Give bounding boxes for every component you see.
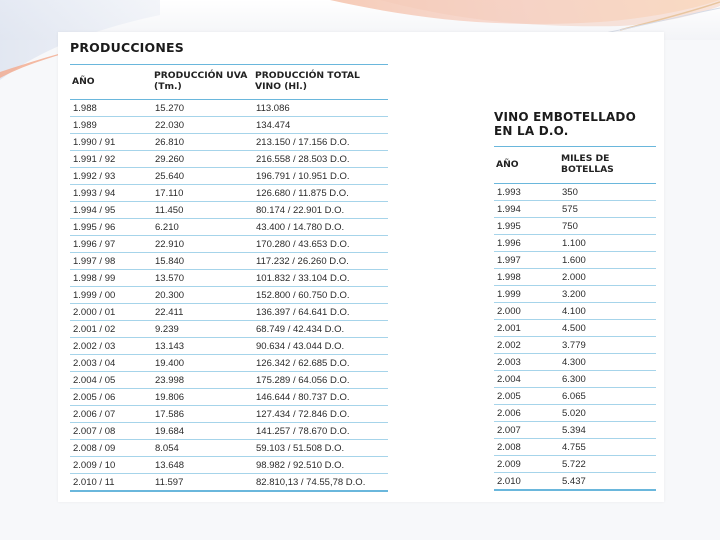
cell-ano: 1.988 <box>70 100 152 117</box>
cell-ano: 1.995 / 96 <box>70 219 152 236</box>
table-row <box>494 439 656 456</box>
cell-ano: 1.997 / 98 <box>70 253 152 270</box>
cell-ano: 1.994 / 95 <box>70 202 152 219</box>
cell-produccion-uva: 19.400 <box>152 355 253 372</box>
cell-ano: 2.009 / 10 <box>70 457 152 474</box>
cell-miles-botellas: 5.020 <box>559 405 656 422</box>
cell-ano: 2.009 <box>494 456 559 473</box>
cell-ano: 2.001 / 02 <box>70 321 152 338</box>
cell-miles-botellas: 4.100 <box>559 303 656 320</box>
cell-ano: 2.000 / 01 <box>70 304 152 321</box>
cell-ano: 2.001 <box>494 320 559 337</box>
table-row <box>494 303 656 320</box>
cell-miles-botellas: 350 <box>559 184 656 201</box>
table-row <box>494 473 656 491</box>
cell-produccion-vino: 98.982 / 92.510 D.O. <box>253 457 388 474</box>
vino-embotellado-table <box>494 146 656 491</box>
table-row <box>70 219 388 236</box>
table-row <box>494 456 656 473</box>
cell-miles-botellas: 4.500 <box>559 320 656 337</box>
table-header-row <box>494 147 656 184</box>
table-row <box>494 201 656 218</box>
table-row <box>494 235 656 252</box>
table-row <box>494 405 656 422</box>
table-row <box>70 423 388 440</box>
cell-ano: 1.998 <box>494 269 559 286</box>
cell-produccion-uva: 15.270 <box>152 100 253 117</box>
cell-miles-botellas: 6.300 <box>559 371 656 388</box>
cell-miles-botellas: 4.300 <box>559 354 656 371</box>
cell-produccion-vino: 59.103 / 51.508 D.O. <box>253 440 388 457</box>
cell-ano: 1.994 <box>494 201 559 218</box>
cell-produccion-uva: 9.239 <box>152 321 253 338</box>
table-row <box>494 269 656 286</box>
cell-produccion-uva: 25.640 <box>152 168 253 185</box>
cell-produccion-uva: 17.586 <box>152 406 253 423</box>
cell-produccion-vino: 126.680 / 11.875 D.O. <box>253 185 388 202</box>
cell-produccion-vino: 216.558 / 28.503 D.O. <box>253 151 388 168</box>
cell-miles-botellas: 3.200 <box>559 286 656 303</box>
cell-produccion-vino: 113.086 <box>253 100 388 117</box>
cell-produccion-vino: 43.400 / 14.780 D.O. <box>253 219 388 236</box>
table-row <box>70 117 388 134</box>
column-header-produccion-vino: PRODUCCIÓN TOTAL VINO (Hl.) <box>253 65 388 100</box>
cell-produccion-vino: 152.800 / 60.750 D.O. <box>253 287 388 304</box>
table-row <box>70 151 388 168</box>
vino-embotellado-title-line2: EN LA D.O. <box>494 124 569 138</box>
cell-miles-botellas: 3.779 <box>559 337 656 354</box>
cell-produccion-uva: 26.810 <box>152 134 253 151</box>
table-row <box>70 304 388 321</box>
cell-ano: 2.010 <box>494 473 559 491</box>
column-header-miles-botellas: MILES DE BOTELLAS <box>559 147 656 184</box>
table-row <box>494 252 656 269</box>
table-row <box>494 286 656 303</box>
cell-produccion-uva: 22.411 <box>152 304 253 321</box>
cell-miles-botellas: 5.394 <box>559 422 656 439</box>
cell-miles-botellas: 6.065 <box>559 388 656 405</box>
table-row <box>494 184 656 201</box>
cell-produccion-vino: 82.810,13 / 74.55,78 D.O. <box>253 474 388 492</box>
cell-ano: 2.002 <box>494 337 559 354</box>
table-row <box>70 440 388 457</box>
table-row <box>70 202 388 219</box>
cell-produccion-vino: 68.749 / 42.434 D.O. <box>253 321 388 338</box>
producciones-title: PRODUCCIONES <box>70 40 184 55</box>
cell-produccion-uva: 13.143 <box>152 338 253 355</box>
cell-ano: 2.008 / 09 <box>70 440 152 457</box>
table-row <box>70 406 388 423</box>
table-row <box>494 320 656 337</box>
vino-embotellado-title <box>494 110 654 138</box>
cell-miles-botellas: 4.755 <box>559 439 656 456</box>
column-header-produccion-uva: PRODUCCIÓN UVA (Tm.) <box>152 65 253 100</box>
cell-ano: 2.006 <box>494 405 559 422</box>
cell-produccion-uva: 13.570 <box>152 270 253 287</box>
cell-ano: 1.999 / 00 <box>70 287 152 304</box>
table-row <box>70 389 388 406</box>
cell-miles-botellas: 1.600 <box>559 252 656 269</box>
table-row <box>70 372 388 389</box>
cell-ano: 2.006 / 07 <box>70 406 152 423</box>
cell-ano: 1.990 / 91 <box>70 134 152 151</box>
table-row <box>494 354 656 371</box>
cell-miles-botellas: 2.000 <box>559 269 656 286</box>
cell-produccion-vino: 213.150 / 17.156 D.O. <box>253 134 388 151</box>
table-row <box>70 474 388 492</box>
cell-ano: 1.993 <box>494 184 559 201</box>
cell-ano: 2.007 <box>494 422 559 439</box>
cell-produccion-vino: 90.634 / 43.044 D.O. <box>253 338 388 355</box>
cell-produccion-uva: 11.450 <box>152 202 253 219</box>
cell-produccion-vino: 134.474 <box>253 117 388 134</box>
cell-produccion-uva: 17.110 <box>152 185 253 202</box>
cell-produccion-uva: 20.300 <box>152 287 253 304</box>
table-row <box>70 270 388 287</box>
table-row <box>70 168 388 185</box>
cell-ano: 1.996 <box>494 235 559 252</box>
table-row <box>70 355 388 372</box>
table-row <box>70 134 388 151</box>
cell-produccion-vino: 127.434 / 72.846 D.O. <box>253 406 388 423</box>
cell-ano: 2.004 / 05 <box>70 372 152 389</box>
cell-ano: 1.997 <box>494 252 559 269</box>
cell-ano: 2.008 <box>494 439 559 456</box>
table-row <box>494 388 656 405</box>
table-row <box>70 253 388 270</box>
cell-produccion-uva: 19.684 <box>152 423 253 440</box>
cell-produccion-vino: 141.257 / 78.670 D.O. <box>253 423 388 440</box>
cell-ano: 1.993 / 94 <box>70 185 152 202</box>
cell-produccion-uva: 11.597 <box>152 474 253 492</box>
cell-produccion-vino: 117.232 / 26.260 D.O. <box>253 253 388 270</box>
cell-ano: 2.007 / 08 <box>70 423 152 440</box>
column-header-ano: AÑO <box>70 65 152 100</box>
cell-ano: 2.003 / 04 <box>70 355 152 372</box>
cell-ano: 2.003 <box>494 354 559 371</box>
cell-miles-botellas: 750 <box>559 218 656 235</box>
cell-produccion-vino: 80.174 / 22.901 D.O. <box>253 202 388 219</box>
cell-ano: 2.004 <box>494 371 559 388</box>
cell-produccion-vino: 175.289 / 64.056 D.O. <box>253 372 388 389</box>
cell-produccion-vino: 146.644 / 80.737 D.O. <box>253 389 388 406</box>
table-row <box>494 218 656 235</box>
table-row <box>70 321 388 338</box>
table-row <box>70 287 388 304</box>
cell-produccion-uva: 23.998 <box>152 372 253 389</box>
cell-ano: 2.005 <box>494 388 559 405</box>
cell-miles-botellas: 1.100 <box>559 235 656 252</box>
cell-ano: 1.998 / 99 <box>70 270 152 287</box>
table-row <box>494 337 656 354</box>
cell-produccion-uva: 13.648 <box>152 457 253 474</box>
table-row <box>70 457 388 474</box>
cell-produccion-uva: 22.910 <box>152 236 253 253</box>
cell-ano: 1.996 / 97 <box>70 236 152 253</box>
cell-produccion-vino: 170.280 / 43.653 D.O. <box>253 236 388 253</box>
cell-produccion-vino: 101.832 / 33.104 D.O. <box>253 270 388 287</box>
cell-ano: 2.005 / 06 <box>70 389 152 406</box>
cell-produccion-uva: 19.806 <box>152 389 253 406</box>
cell-produccion-uva: 8.054 <box>152 440 253 457</box>
cell-miles-botellas: 5.722 <box>559 456 656 473</box>
table-row <box>494 422 656 439</box>
table-row <box>70 100 388 117</box>
vino-embotellado-title-line1: VINO EMBOTELLADO <box>494 110 636 124</box>
cell-ano: 1.999 <box>494 286 559 303</box>
column-header-ano: AÑO <box>494 147 559 184</box>
cell-ano: 2.010 / 11 <box>70 474 152 492</box>
cell-produccion-uva: 29.260 <box>152 151 253 168</box>
table-row <box>494 371 656 388</box>
cell-produccion-uva: 22.030 <box>152 117 253 134</box>
cell-ano: 1.995 <box>494 218 559 235</box>
cell-produccion-vino: 196.791 / 10.951 D.O. <box>253 168 388 185</box>
table-header-row <box>70 65 388 100</box>
cell-produccion-vino: 136.397 / 64.641 D.O. <box>253 304 388 321</box>
cell-ano: 2.000 <box>494 303 559 320</box>
producciones-table <box>70 64 388 492</box>
table-row <box>70 338 388 355</box>
cell-ano: 1.989 <box>70 117 152 134</box>
cell-produccion-uva: 15.840 <box>152 253 253 270</box>
cell-produccion-vino: 126.342 / 62.685 D.O. <box>253 355 388 372</box>
cell-ano: 1.991 / 92 <box>70 151 152 168</box>
cell-ano: 2.002 / 03 <box>70 338 152 355</box>
cell-miles-botellas: 5.437 <box>559 473 656 491</box>
table-row <box>70 185 388 202</box>
cell-miles-botellas: 575 <box>559 201 656 218</box>
cell-ano: 1.992 / 93 <box>70 168 152 185</box>
cell-produccion-uva: 6.210 <box>152 219 253 236</box>
table-row <box>70 236 388 253</box>
